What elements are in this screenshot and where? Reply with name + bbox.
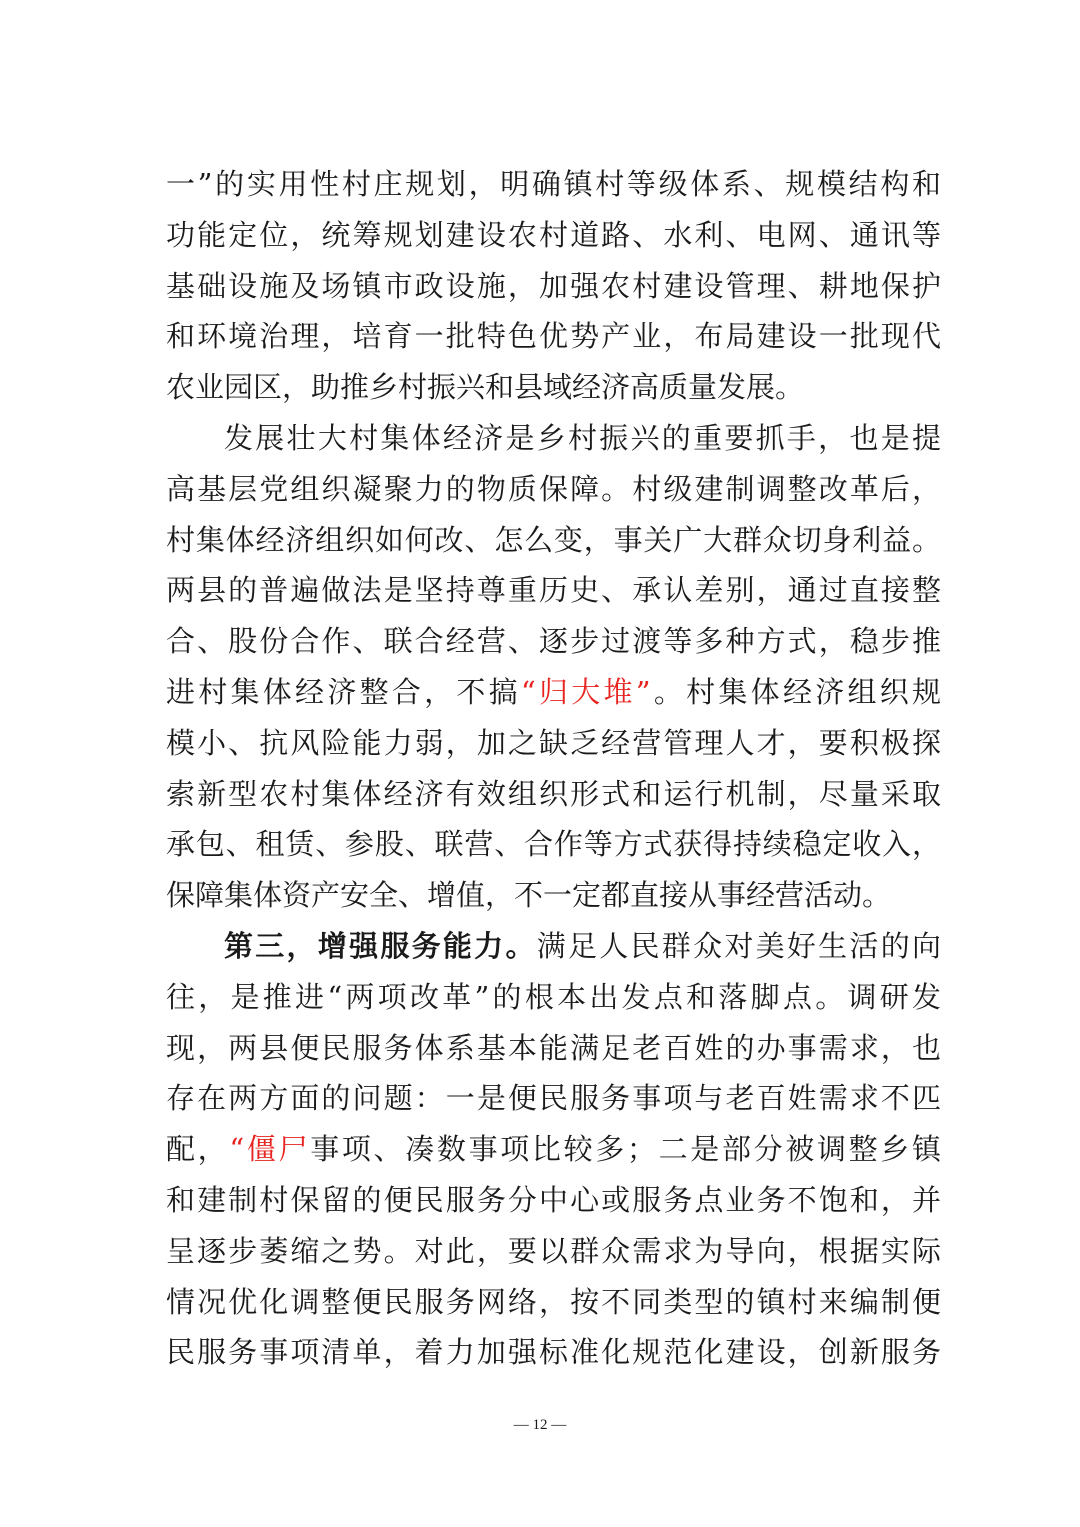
text-segment: 配，: [166, 1132, 230, 1167]
paragraph-3: [166, 921, 941, 1378]
text-line: 往，是推进“两项改革”的根本出发点和落脚点。调研发: [166, 979, 941, 1014]
text-line: 基础设施及场镇市政设施，加强农村建设管理、耕地保护: [166, 268, 941, 303]
body-text: [166, 159, 941, 1378]
paragraph-1: [166, 159, 941, 413]
text-line: 合、股份合作、联合经营、逐步过渡等多种方式，稳步推: [166, 624, 941, 659]
page-number: — 12 —: [513, 1417, 567, 1433]
text-line: 呈逐步萎缩之势。对此，要以群众需求为导向，根据实际: [166, 1233, 941, 1268]
paragraph-2: [166, 413, 941, 921]
text-line: 存在两方面的问题：一是便民服务事项与老百姓需求不匹: [166, 1081, 941, 1116]
text-line: [166, 667, 941, 718]
highlighted-phrase: “僵尸: [229, 1132, 311, 1167]
text-line: 和环境治理，培育一批特色优势产业，布局建设一批现代: [166, 319, 941, 354]
text-segment: 。村集体经济组织规: [650, 674, 941, 709]
text-line: 农业园区，助推乡村振兴和县域经济高质量发展。: [166, 370, 805, 405]
text-line: 村集体经济组织如何改、怎么变，事关广大群众切身利益。: [166, 522, 941, 557]
section-heading: 第三，增强服务能力。: [224, 928, 537, 963]
text-line: 高基层党组织凝聚力的物质保障。村级建制调整改革后，: [166, 471, 941, 506]
text-line: 两县的普遍做法是坚持尊重历史、承认差别，通过直接整: [166, 573, 941, 608]
text-segment: 满足人民群众对美好生活的向: [536, 928, 941, 963]
text-line: 发展壮大村集体经济是乡村振兴的重要抓手，也是提: [224, 420, 941, 455]
text-line: 模小、抗风险能力弱，加之缺乏经营管理人才，要积极探: [166, 725, 941, 760]
text-line: 功能定位，统筹规划建设农村道路、水利、电网、通讯等: [166, 217, 941, 252]
text-segment: 进村集体经济整合，不搞: [166, 674, 521, 709]
text-segment: 事项、凑数事项比较多；二是部分被调整乡镇: [310, 1132, 941, 1167]
text-line: 现，两县便民服务体系基本能满足老百姓的办事需求，也: [166, 1030, 941, 1065]
text-line: 民服务事项清单，着力加强标准化规范化建设，创新服务: [166, 1335, 941, 1370]
text-line: [166, 921, 941, 972]
text-line: 保障集体资产安全、增值，不一定都直接从事经营活动。: [166, 878, 892, 913]
text-line: 索新型农村集体经济有效组织形式和运行机制，尽量采取: [166, 776, 941, 811]
text-line: 和建制村保留的便民服务分中心或服务点业务不饱和，并: [166, 1182, 941, 1217]
text-line: 情况优化调整便民服务网络，按不同类型的镇村来编制便: [166, 1284, 941, 1319]
text-line: 承包、租赁、参股、联营、合作等方式获得持续稳定收入，: [166, 827, 941, 862]
text-line: 一”的实用性村庄规划，明确镇村等级体系、规模结构和: [166, 167, 941, 201]
highlighted-phrase: “归大堆”: [520, 674, 651, 709]
text-line: [166, 1124, 941, 1175]
